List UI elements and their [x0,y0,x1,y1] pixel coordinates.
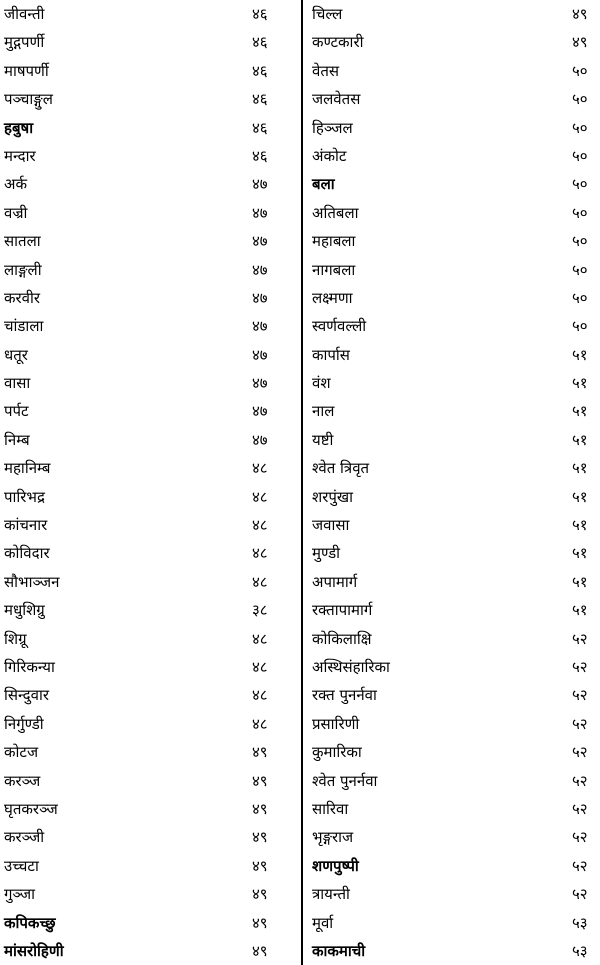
entry-page-number: ५२ [572,856,588,875]
entry-name: सातला [4,232,41,251]
entry-page-number: ४९ [572,33,588,52]
index-entry [308,596,600,624]
index-entry [0,369,300,397]
entry-page-number: ५१ [572,572,588,591]
index-entry [0,483,300,511]
index-entry [308,511,600,539]
entry-name: जलवेतस [312,90,361,109]
entry-page-number: ५२ [572,799,588,818]
index-entry [308,710,600,738]
index-entry [308,653,600,681]
index-entry [0,710,300,738]
entry-page-number: ४८ [252,516,268,535]
entry-page-number: ५० [572,61,588,80]
index-entry [0,256,300,284]
entry-name: महानिम्ब [4,459,51,478]
entry-page-number: ५२ [572,657,588,676]
entry-page-number: ३८ [252,601,268,620]
index-entry [308,199,600,227]
entry-page-number: ४८ [252,629,268,648]
entry-page-number: ५१ [572,516,588,535]
index-entry [308,539,600,567]
index-entry [308,256,600,284]
entry-name: वासा [4,374,31,393]
entry-page-number: ४७ [252,345,268,364]
entry-name: नागबला [312,260,356,279]
entry-name: श्वेत त्रिवृत [312,459,370,478]
entry-page-number: ५२ [572,686,588,705]
index-entry [308,823,600,851]
entry-name: घृतकरञ्ज [4,799,58,818]
entry-name: कण्टकारी [312,33,364,52]
index-entry [308,284,600,312]
entry-name: त्रायन्ती [312,885,350,904]
entry-page-number: ५३ [572,941,588,960]
entry-name: करञ्जी [4,828,45,847]
index-entry [308,397,600,425]
entry-name: वेतस [312,61,340,80]
entry-name: रक्तापामार्ग [312,601,373,620]
entry-name: अपामार्ग [312,572,358,591]
entry-name: शिग्रू [4,629,27,648]
entry-name: कांचनार [4,516,48,535]
index-entry [0,738,300,766]
index-entry [0,142,300,170]
entry-name: पञ्चाङ्गुल [4,90,53,109]
entry-name: सिन्दुवार [4,686,49,705]
entry-page-number: ४८ [252,487,268,506]
index-entry [308,738,600,766]
entry-page-number: ४६ [252,5,268,23]
index-entry [0,795,300,823]
index-entry [0,539,300,567]
entry-page-number: ४९ [252,885,268,904]
entry-page-number: ४८ [252,657,268,676]
entry-page-number: ५२ [572,629,588,648]
entry-name: चांडाला [4,317,44,336]
index-entry [0,653,300,681]
index-entry [0,397,300,425]
entry-name: कपिकच्छु [4,913,56,932]
entry-name: कोकिलाक्षि [312,629,372,648]
index-entry [308,880,600,908]
entry-name: अस्थिसंहारिका [312,657,390,676]
entry-page-number: ४७ [252,175,268,194]
entry-page-number: ५२ [572,743,588,762]
entry-name: जीवन्ती [4,5,45,23]
entry-name: भृङ्गराज [312,828,354,847]
index-entry [0,596,300,624]
index-entry [308,170,600,198]
index-entry [308,227,600,255]
entry-page-number: ४९ [252,828,268,847]
index-entry [308,57,600,85]
entry-page-number: ४७ [252,402,268,421]
index-entry [0,937,300,965]
entry-page-number: ५२ [572,771,588,790]
entry-name: अर्क [4,175,27,194]
entry-name: करवीर [4,288,41,307]
entry-page-number: ५१ [572,544,588,563]
entry-page-number: ५१ [572,487,588,506]
entry-page-number: ४८ [252,572,268,591]
entry-page-number: ४७ [252,430,268,449]
entry-name: हबुषा [4,118,34,137]
entry-page-number: ४६ [252,90,268,109]
entry-name: निर्गुण्डी [4,714,44,733]
entry-page-number: ५१ [572,601,588,620]
index-entry [0,85,300,113]
index-entry [308,142,600,170]
index-entry [308,341,600,369]
entry-page-number: ४९ [572,5,588,23]
entry-page-number: ५१ [572,402,588,421]
index-entry [0,0,300,28]
entry-page-number: ५१ [572,459,588,478]
index-entry [0,909,300,937]
index-entry [308,312,600,340]
entry-name: स्वर्णवल्ली [312,317,367,336]
index-entry [0,454,300,482]
index-entry [308,426,600,454]
entry-name: अंकोट [312,146,347,165]
entry-page-number: ४९ [252,941,268,960]
index-entry [308,625,600,653]
entry-page-number: ४७ [252,288,268,307]
entry-name: पारिभद्र [4,487,45,506]
entry-name: महाबला [312,232,356,251]
index-entry [0,114,300,142]
entry-page-number: ५२ [572,885,588,904]
index-entry [0,681,300,709]
index-entry [0,880,300,908]
entry-page-number: ५० [572,232,588,251]
entry-page-number: ५२ [572,714,588,733]
entry-name: कोविदार [4,544,50,563]
entry-name: निम्ब [4,430,30,449]
index-entry [308,483,600,511]
entry-name: श्वेत पुनर्नवा [312,771,378,790]
entry-name: मधुशिग्रु [4,601,45,620]
index-entry [308,568,600,596]
index-entry [0,823,300,851]
index-entry [308,681,600,709]
entry-page-number: ५० [572,90,588,109]
entry-name: शरपुंखा [312,487,354,506]
entry-page-number: ४६ [252,33,268,52]
index-entry [0,341,300,369]
entry-page-number: ४९ [252,913,268,932]
entry-name: मूर्वा [312,913,334,932]
index-entry [0,511,300,539]
entry-name: कुमारिका [312,743,362,762]
index-entry [308,454,600,482]
entry-name: कोटज [4,743,39,762]
index-entry [308,937,600,965]
index-entry [0,312,300,340]
entry-name: काकमाची [312,941,366,960]
entry-page-number: ५० [572,118,588,137]
entry-name: उच्चटा [4,856,39,875]
entry-page-number: ५२ [572,828,588,847]
entry-page-number: ४९ [252,856,268,875]
entry-page-number: ४९ [252,799,268,818]
entry-page-number: ४८ [252,686,268,705]
index-entry [0,568,300,596]
index-entry [0,28,300,56]
index-entry [308,852,600,880]
entry-name: गुञ्जा [4,885,35,904]
index-entry [308,114,600,142]
entry-name: नाल [312,402,335,421]
entry-page-number: ५० [572,288,588,307]
entry-name: सौभाञ्जन [4,572,60,591]
entry-page-number: ५० [572,317,588,336]
entry-page-number: ४८ [252,544,268,563]
index-entry [308,795,600,823]
entry-name: शणपुष्पी [312,856,359,875]
entry-page-number: ५३ [572,913,588,932]
entry-name: हिञ्जल [312,118,353,137]
index-entry [308,85,600,113]
entry-page-number: ४६ [252,118,268,137]
entry-name: लक्ष्मणा [312,288,353,307]
entry-page-number: ४९ [252,743,268,762]
index-entry [308,28,600,56]
entry-name: धतूर [4,345,28,364]
index-entry [0,426,300,454]
column-divider [301,0,303,965]
index-entry [308,0,600,28]
entry-name: माषपर्णी [4,61,49,80]
entry-name: अतिबला [312,203,359,222]
index-entry [308,369,600,397]
entry-page-number: ४७ [252,374,268,393]
entry-name: रक्त पुनर्नवा [312,686,377,705]
index-entry [308,909,600,937]
entry-name: कार्पास [312,345,350,364]
entry-name: प्रसारिणी [312,714,360,733]
entry-page-number: ४८ [252,459,268,478]
entry-name: जवासा [312,516,350,535]
entry-name: मन्दार [4,146,36,165]
entry-page-number: ५० [572,175,588,194]
index-entry [0,767,300,795]
entry-name: सारिवा [312,799,349,818]
index-entry [0,199,300,227]
entry-page-number: ४७ [252,317,268,336]
index-entry [0,170,300,198]
entry-name: पर्पट [4,402,29,421]
entry-page-number: ४७ [252,203,268,222]
entry-name: करञ्ज [4,771,41,790]
entry-page-number: ४६ [252,61,268,80]
entry-name: लाङ्गली [4,260,42,279]
entry-page-number: ४७ [252,260,268,279]
entry-name: मुद्गपर्णी [4,33,45,52]
entry-page-number: ५० [572,146,588,165]
entry-name: वज्री [4,203,28,222]
entry-page-number: ४६ [252,146,268,165]
entry-name: चिल्ल [312,5,343,23]
entry-page-number: ४८ [252,714,268,733]
entry-name: बला [312,175,335,194]
entry-page-number: ५१ [572,345,588,364]
index-entry [0,625,300,653]
entry-page-number: ४९ [252,771,268,790]
entry-name: वंश [312,374,331,393]
entry-page-number: ४७ [252,232,268,251]
entry-page-number: ५१ [572,374,588,393]
index-entry [0,284,300,312]
entry-page-number: ५० [572,260,588,279]
index-entry [308,767,600,795]
entry-name: मांसरोहिणी [4,941,64,960]
entry-name: मुण्डी [312,544,341,563]
entry-page-number: ५० [572,203,588,222]
index-entry [0,57,300,85]
index-entry [0,227,300,255]
entry-name: यष्टी [312,430,334,449]
entry-page-number: ५१ [572,430,588,449]
index-entry [0,852,300,880]
index-column-right [308,0,600,965]
entry-name: गिरिकन्या [4,657,55,676]
